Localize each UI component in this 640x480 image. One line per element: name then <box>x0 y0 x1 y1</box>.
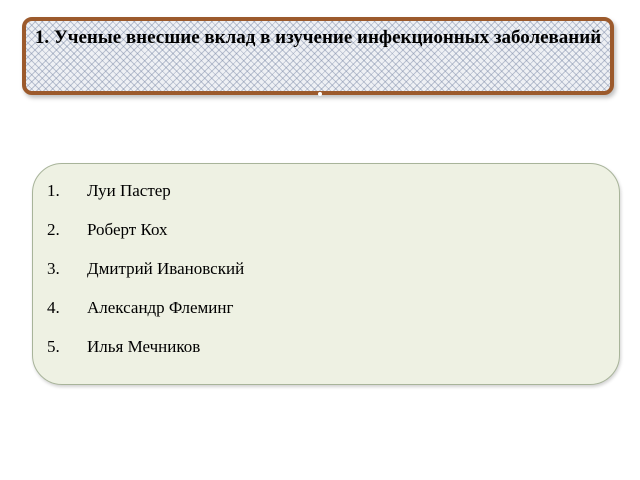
decorative-dot <box>318 92 322 96</box>
list-item-text: Дмитрий Ивановский <box>87 259 245 278</box>
list-item-number: 1. <box>47 181 60 200</box>
scientists-list <box>47 181 244 376</box>
list-item <box>47 337 244 357</box>
list-item <box>47 298 244 318</box>
scientists-list-box <box>32 163 620 385</box>
list-item-text: Луи Пастер <box>87 181 171 200</box>
list-item-number: 2. <box>47 220 60 239</box>
list-item-text: Александр Флеминг <box>87 298 234 317</box>
slide-title: 1. Ученые внесшие вклад в изучение инфекционных заболеваний <box>34 27 602 48</box>
list-item <box>47 259 244 279</box>
list-item-number: 4. <box>47 298 60 317</box>
list-item-number: 5. <box>47 337 60 356</box>
title-box <box>22 17 614 95</box>
list-item-text: Роберт Кох <box>87 220 168 239</box>
list-item-number: 3. <box>47 259 60 278</box>
list-item-text: Илья Мечников <box>87 337 201 356</box>
list-item <box>47 220 244 240</box>
list-item <box>47 181 244 201</box>
